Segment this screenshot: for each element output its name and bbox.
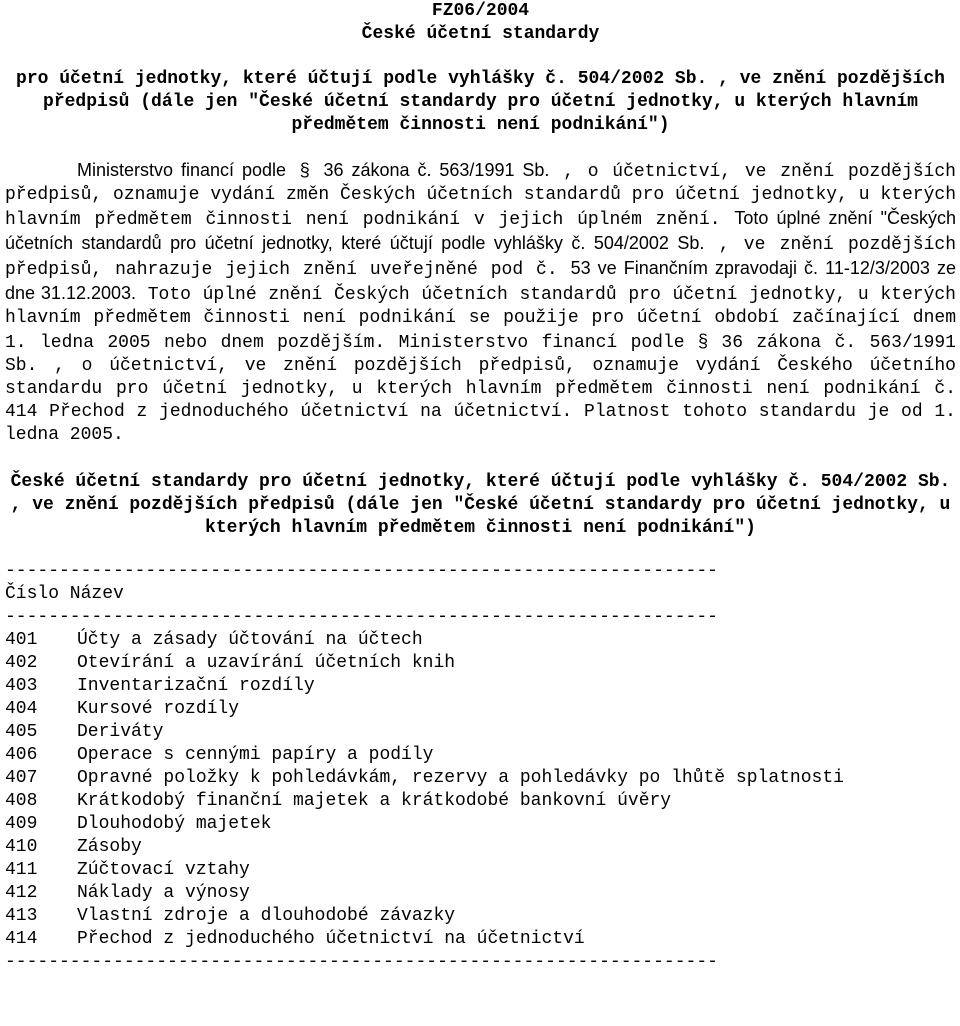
- table-row: [5, 882, 956, 905]
- standard-number: 412: [5, 883, 38, 903]
- body-part-9: , o účetnictví, ve znění pozdějších předpisů, oznamuje vydání Českého účetního standardu pro účetní jednotky, u kterých hlavním předmětem činnosti není podnikání č. 414 Přechod z jednoduchého účetnictví na účetnictví. Platnost tohoto standardu je od 1. ledna 2005.: [5, 356, 956, 445]
- table-header: Číslo Název: [5, 584, 124, 604]
- standard-name: Přechod z jednoduchého účetnictví na účetnictví: [77, 929, 585, 949]
- standard-name: Kursové rozdíly: [77, 699, 240, 719]
- standard-name: Dlouhodobý majetek: [77, 814, 272, 834]
- table-row: [5, 721, 956, 744]
- standard-number: 409: [5, 814, 38, 834]
- standard-name: Vlastní zdroje a dlouhodobé závazky: [77, 906, 456, 926]
- standard-name: Náklady a výnosy: [77, 883, 250, 903]
- table-row: [5, 928, 956, 951]
- standard-number: 407: [5, 768, 38, 788]
- standard-name: Zúčtovací vztahy: [77, 860, 250, 880]
- standard-name: Deriváty: [77, 722, 164, 742]
- table-row: [5, 698, 956, 721]
- table-body: [5, 629, 956, 951]
- body-part-2: 36 zákona č. 563/1991 Sb.: [323, 160, 550, 180]
- table-row: [5, 744, 956, 767]
- standard-number: 413: [5, 906, 38, 926]
- table-row: [5, 790, 956, 813]
- standard-number: 401: [5, 630, 38, 650]
- table-rule-top: ------------------------------------------------------------------: [5, 561, 718, 581]
- body-part-8: 36 zákona č. 563/1991 Sb.: [5, 333, 956, 376]
- body-part-4: Toto úplné znění "Českých účetních standardů pro účetní jednotky, které účtují podle vyhlášky č. 504/2002 Sb.: [5, 208, 957, 253]
- standard-name: Inventarizační rozdíly: [77, 676, 315, 696]
- table-row: [5, 813, 956, 836]
- standard-name: Otevírání a uzavírání účetních knih: [77, 653, 456, 673]
- standard-number: 402: [5, 653, 38, 673]
- section-heading: České účetní standardy pro účetní jednotky, které účtují podle vyhlášky č. 504/2002 Sb. , ve znění pozdějších předpisů (dále jen "České účetní standardy pro účetní jednotky, u kterých hlavním předmětem činnosti není podnikání"): [10, 472, 951, 538]
- table-row: [5, 767, 956, 790]
- standard-number: 410: [5, 837, 38, 857]
- body-paragraph: [5, 159, 956, 447]
- standards-table: [5, 560, 956, 974]
- standard-number: 414: [5, 929, 38, 949]
- body-part-6: 53 ve Finančním zpravodaji č. 11-12/3/2003 ze dne 31.12.2003.: [5, 258, 957, 303]
- section-mark-1: §: [299, 160, 310, 180]
- standard-number: 411: [5, 860, 38, 880]
- table-rule-bottom: ------------------------------------------------------------------: [5, 952, 718, 972]
- intro-heading: pro účetní jednotky, které účtují podle vyhlášky č. 504/2002 Sb. , ve znění pozdějších předpisů (dále jen "České účetní standardy pro účetní jednotky, u kterých hlavním předmětem činnosti není podnikání"): [16, 69, 945, 135]
- standard-name: Zásoby: [77, 837, 142, 857]
- standard-number: 406: [5, 745, 38, 765]
- table-row: [5, 859, 956, 882]
- document-code: FZ06/2004: [431, 1, 530, 21]
- section-mark-2: §: [697, 331, 708, 351]
- standard-name: Účty a zásady účtování na účtech: [77, 630, 423, 650]
- standard-number: 404: [5, 699, 38, 719]
- standard-number: 408: [5, 791, 38, 811]
- table-row: [5, 629, 956, 652]
- body-part-3: , o účetnictví, ve znění pozdějších předpisů, oznamuje vydání změn Českých účetních standardů pro účetní jednotky, u kterých hlavním předmětem činnosti není podnikání v jejich úplném znění.: [5, 162, 956, 230]
- standard-name: Operace s cennými papíry a podíly: [77, 745, 434, 765]
- table-row: [5, 905, 956, 928]
- standard-number: 403: [5, 676, 38, 696]
- body-part-1: Ministerstvo financí podle: [77, 160, 286, 180]
- table-rule-mid: ------------------------------------------------------------------: [5, 607, 718, 627]
- body-part-5: , ve znění pozdějších předpisů, nahrazuje jejich znění uveřejněné pod č.: [5, 235, 956, 280]
- table-row: [5, 836, 956, 859]
- standard-number: 405: [5, 722, 38, 742]
- standard-name: Krátkodobý finanční majetek a krátkodobé bankovní úvěry: [77, 791, 672, 811]
- table-row: [5, 652, 956, 675]
- table-row: [5, 675, 956, 698]
- standard-name: Opravné položky k pohledávkám, rezervy a pohledávky po lhůtě splatnosti: [77, 768, 844, 788]
- document-title: České účetní standardy: [361, 24, 600, 44]
- body-part-7: Toto úplné znění Českých účetních standardů pro účetní jednotky, u kterých hlavním předmětem činnosti není podnikání se použije pro účetní období začínající dnem 1. ledna 2005 nebo dnem pozdějším. Ministerstvo financí podle: [5, 285, 956, 353]
